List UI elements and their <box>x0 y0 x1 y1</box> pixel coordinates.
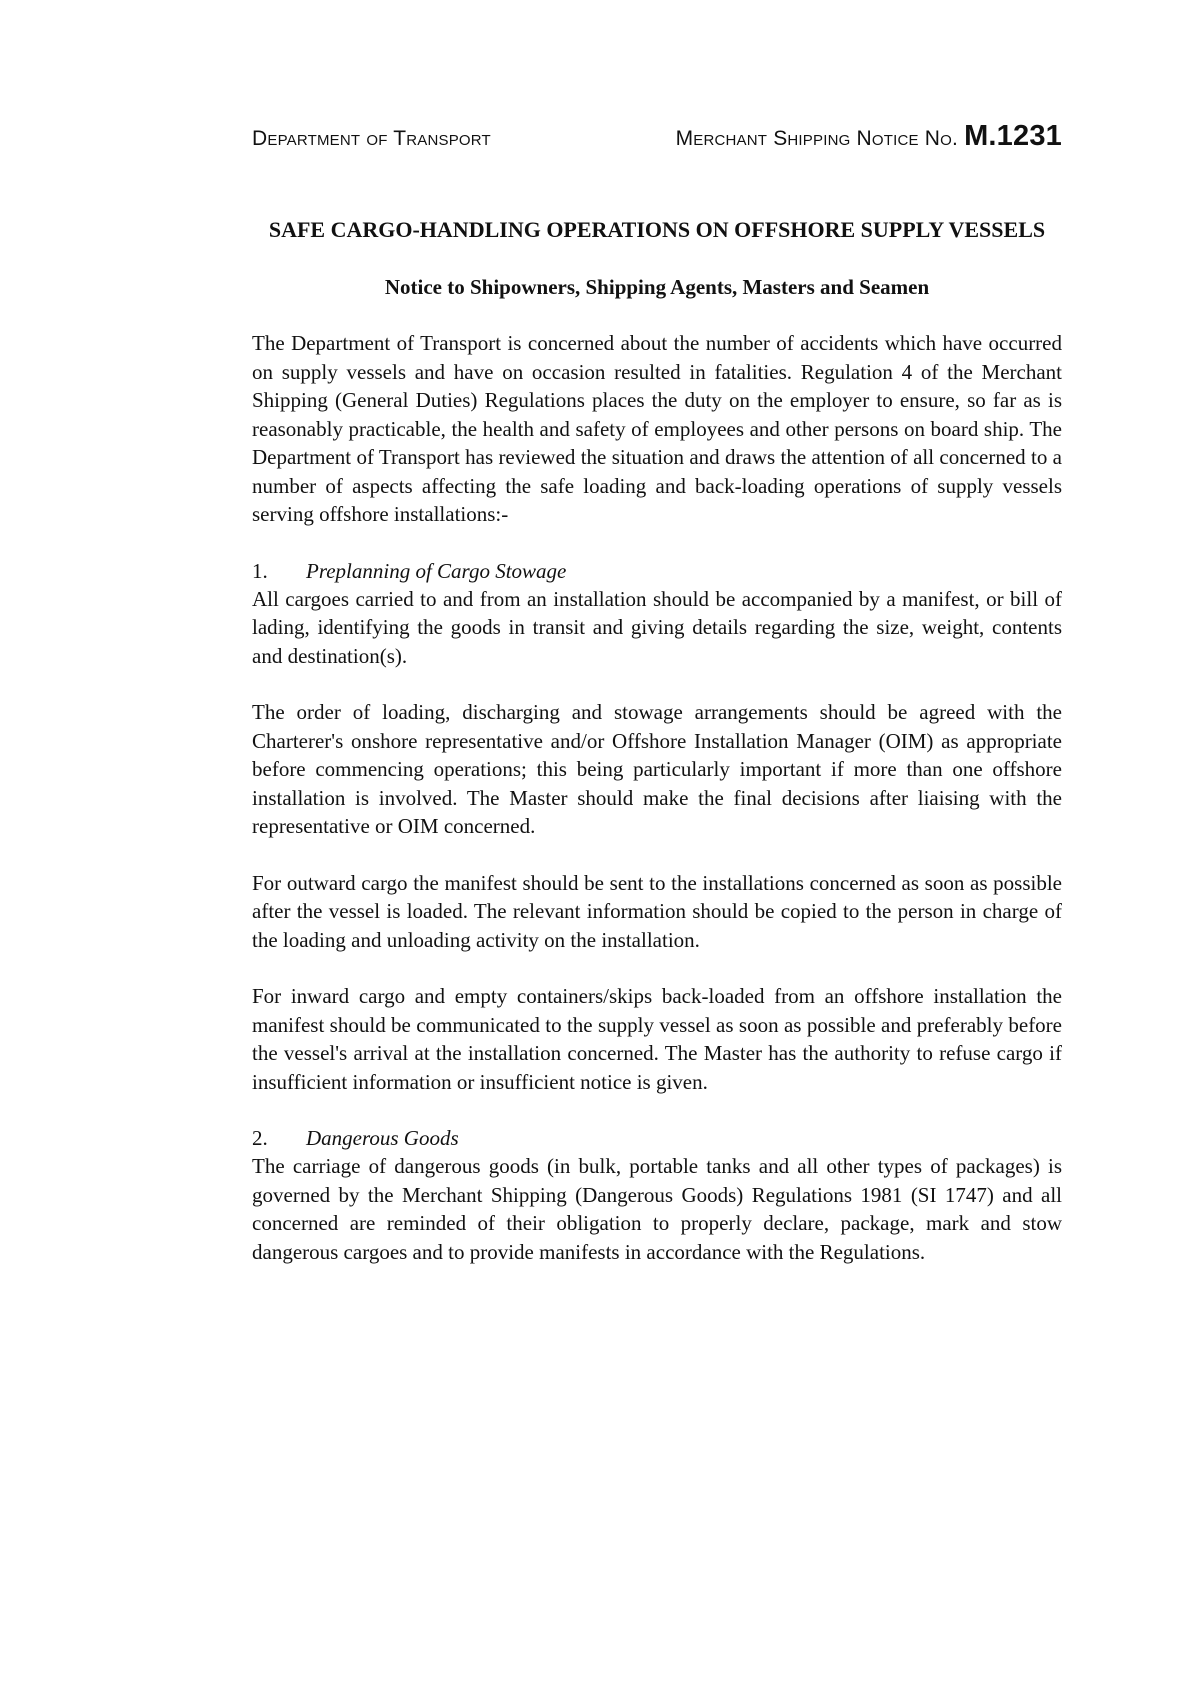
department-name: Department of Transport <box>252 127 491 150</box>
document-title: SAFE CARGO-HANDLING OPERATIONS ON OFFSHORE SUPPLY VESSELS <box>268 217 1046 242</box>
section-paragraph: For inward cargo and empty containers/skips back-loaded from an offshore installation the manifest should be communicated to the supply vessel as soon as possible and preferably before the vessel's arrival at the installation concerned. The Master has the authority to refuse cargo if insufficient information or insufficient notice is given. <box>252 984 1062 1094</box>
notice-label: Merchant Shipping Notice No. <box>675 127 959 150</box>
section-title: Dangerous Goods <box>306 1126 459 1150</box>
document-subtitle: Notice to Shipowners, Shipping Agents, Masters and Seamen <box>384 275 930 299</box>
section-paragraph: For outward cargo the manifest should be sent to the installations concerned as soon as possible after the vessel is loaded. The relevant information should be copied to the person in charge of the loading and unloading activity on the installation. <box>252 870 1062 952</box>
notice-number: M.1231 <box>964 120 1062 152</box>
section-number: 2. <box>252 1126 268 1150</box>
section-paragraph: The carriage of dangerous goods (in bulk, portable tanks and all other types of packages) is governed by the Merchant Shipping (Dangerous Goods) Regulations 1981 (SI 1747) and all concerned are reminded of their obligation to properly declare, package, mark and stow dangerous cargoes and to provide manifests in accordance with the Regulations. <box>252 1154 1062 1264</box>
section-title: Preplanning of Cargo Stowage <box>306 558 567 583</box>
section-heading <box>252 557 1062 585</box>
notice-reference <box>676 120 1062 153</box>
page-header <box>252 120 1062 153</box>
section-number: 1. <box>252 558 268 583</box>
section-paragraph: All cargoes carried to and from an installation should be accompanied by a manifest, or bill of lading, identifying the goods in transit and giving details regarding the size, weight, contents and destination(s). <box>252 586 1062 668</box>
document-page <box>252 120 1062 1266</box>
intro-paragraph: The Department of Transport is concerned about the number of accidents which have occurred on supply vessels and have on occasion resulted in fatalities. Regulation 4 of the Merchant Shipping (General Duties) Regulations places the duty on the employer to ensure, so far as is reasonably practicable, the health and safety of employees and other persons on board ship. The Department of Transport has reviewed the situation and draws the attention of all concerned to a number of aspects affecting the safe loading and back-loading operations of supply vessels serving offshore installations:- <box>252 331 1062 526</box>
section-paragraph: The order of loading, discharging and stowage arrangements should be agreed with the Charterer's onshore representative and/or Offshore Installation Manager (OIM) as appropriate before commencing operations; this being particularly important if more than one offshore installation is involved. The Master should make the final decisions after liaising with the representative or OIM concerned. <box>252 700 1062 838</box>
section-heading <box>252 1124 1062 1152</box>
